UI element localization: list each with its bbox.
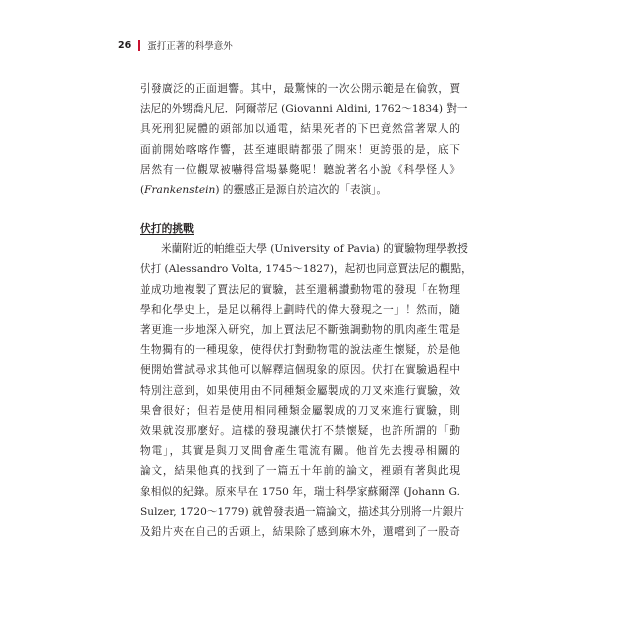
text-line: 便開始嘗試尋求其他可以解釋這個現象的原因。伏打在實驗過程中: [140, 364, 460, 377]
text-line: 面前開始喀喀作響，甚至連眼睛都張了開來！更誇張的是，底下: [140, 143, 460, 156]
paragraph-aldini: [140, 79, 468, 200]
text-line: 法尼的外甥喬凡尼．阿爾蒂尼 (Giovanni Aldini, 1762～1834) 對一: [140, 103, 468, 116]
section-heading: 伏打的挑戰: [140, 222, 194, 236]
text-line: 效果就沒那麼好。這樣的發現讓伏打不禁懷疑，也許所謂的「動: [140, 425, 460, 438]
header-divider-bar: [138, 40, 140, 51]
text-line: 論文，結果他真的找到了一篇五十年前的論文，裡頭有著與此現: [140, 465, 460, 478]
text-line: 具死刑犯屍體的頭部加以通電，結果死者的下巴竟然當著眾人的: [140, 123, 460, 136]
text-line: Sulzer, 1720～1779) 就曾發表過一篇論文，描述其分別將一片銀片: [140, 505, 464, 518]
page-body: [140, 79, 472, 542]
text-line: 伏打 (Alessandro Volta, 1745～1827)，起初也同意賈法尼的觀點，: [140, 263, 472, 276]
text-line: 米蘭附近的帕維亞大學 (University of Pavia) 的實驗物理學教授: [161, 243, 468, 256]
italic-title: Frankenstein: [144, 184, 216, 197]
text-line-frankenstein: (Frankenstein) 的靈感正是源自於這次的「表演」。: [140, 184, 388, 197]
text-line: 及鉛片夾在自己的舌頭上，結果除了感到麻木外，還嚐到了一股奇: [140, 526, 460, 539]
text-line: 特別注意到，如果使用由不同種類金屬製成的刀叉來進行實驗，效: [140, 384, 460, 397]
text-line: 象相似的紀錄。原來早在 1750 年，瑞士科學家蘇爾澤 (Johann G.: [140, 485, 460, 498]
text-line: 居然有一位觀眾被嚇得當場暴斃呢！聽說著名小說《科學怪人》: [140, 163, 460, 176]
running-header: [118, 38, 233, 52]
text-line: 並成功地複製了賈法尼的實驗，甚至還稱讚動物電的發現「在物理: [140, 283, 460, 296]
section-spacer: [140, 200, 460, 219]
text-line: 引發廣泛的正面迴響。其中，最驚悚的一次公開示範是在倫敦，賈: [140, 83, 460, 95]
paragraph-volta: [140, 239, 472, 542]
text-line: 著更進一步地深入研究，加上賈法尼不斷強調動物的肌肉產生電是: [140, 324, 460, 337]
book-title: 蛋打正著的科學意外: [147, 41, 233, 52]
text-line: 物電」，其實是與刀叉間會產生電流有關。他首先去搜尋相關的: [140, 445, 460, 458]
text-line: 學和化學史上，是足以稱得上劃時代的偉大發現之一」！然而，隨: [140, 303, 460, 316]
text-line: 生物獨有的一種現象，使得伏打對動物電的說法產生懷疑，於是他: [140, 344, 460, 357]
text-line: 果會很好；但若是使用相同種類金屬製成的刀叉來進行實驗，則: [140, 404, 460, 417]
page-number: 26: [118, 39, 132, 51]
